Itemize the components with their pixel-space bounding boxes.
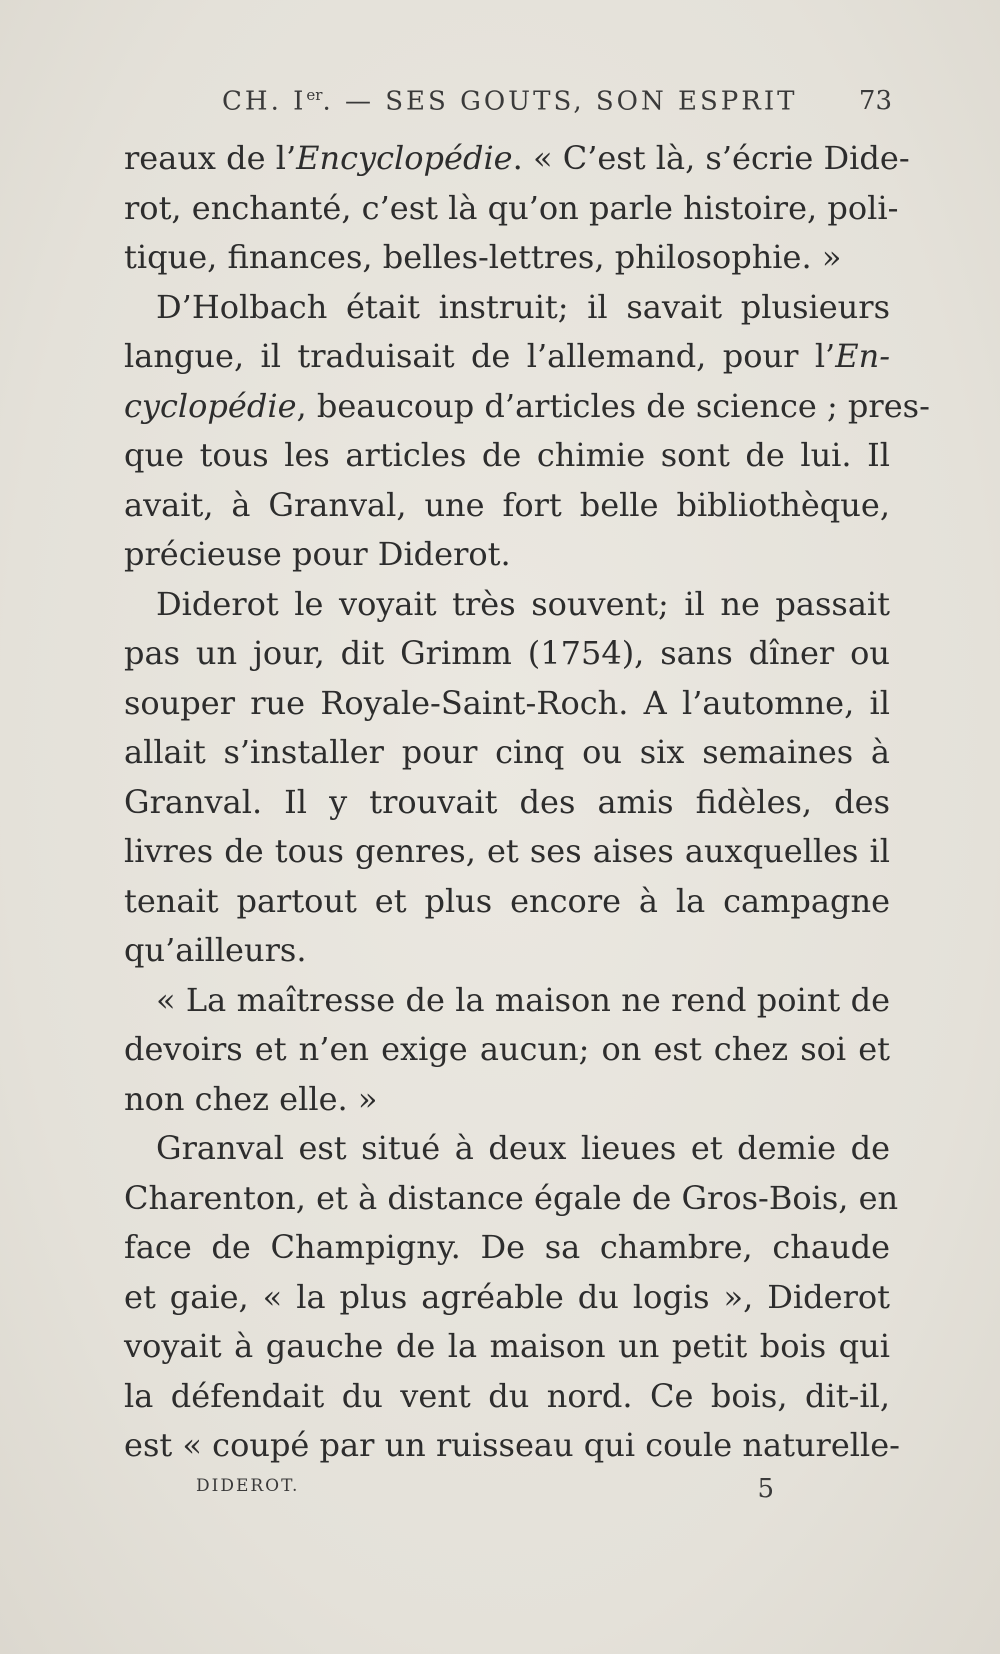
text-line: précieuse pour Diderot. [124,535,511,573]
text-line: Granval. Il y trouvait des amis fidèles, des [124,782,890,821]
italic-title: En- [835,337,890,375]
text-line: et gaie, « la plus agréable du logis », Diderot [124,1277,890,1316]
text-line: allait s’installer pour cinq ou six semaines à [124,733,890,771]
text-line: non chez elle. » [124,1079,378,1118]
text-line: que tous les articles de chimie sont de lui. Il [124,436,890,474]
text-line [124,332,890,382]
text-line: tenait partout et plus encore à la campagne [124,881,890,920]
text-line: « La maîtresse de la maison ne rend point de [156,980,890,1019]
text-line: face de Champigny. De sa chambre, chaude [124,1228,890,1266]
italic-title: cyclopédie [124,386,297,425]
running-head [128,86,892,126]
text-line: tique, finances, belles-lettres, philosophie. » [124,238,842,276]
chapter-heading-main: CH. I [222,86,307,117]
page-number: 73 [858,86,892,116]
text-line: livres de tous genres, et ses aises auxquelles il [124,832,890,870]
chapter-heading-superscript: er [306,86,323,104]
text-line: D’Holbach était instruit; il savait plusieurs [156,287,890,326]
text-fragment: reaux de l’ [124,139,297,177]
body-text [124,134,930,1471]
italic-title: Encyclopédie [296,139,513,177]
text-line: Granval est situé à deux lieues et demie de [156,1129,890,1167]
text-line: rot, enchanté, c’est là qu’on parle histoire, poli- [124,188,899,227]
text-line: qu’ailleurs. [124,931,307,969]
chapter-heading-rest: . — SES GOUTS, SON ESPRIT [322,86,798,117]
text-line: est « coupé par un ruisseau qui coule naturelle- [124,1426,900,1464]
text-fragment: langue, il traduisait de l’allemand, pour l’ [124,337,836,375]
text-line: devoirs et n’en exige aucun; on est chez soi et [124,1030,890,1068]
text-fragment: . « C’est là, s’écrie Dide- [512,139,910,177]
text-fragment: , beaucoup d’articles de science ; pres- [296,386,930,425]
signature-mark: DIDEROT. [196,1476,300,1496]
chapter-heading [222,86,797,117]
text-line [124,382,930,432]
text-line [124,134,910,184]
text-line: pas un jour, dit Grimm (1754), sans dîner ou [124,634,890,672]
text-line: voyait à gauche de la maison un petit bois qui [124,1327,890,1365]
text-line: Diderot le voyait très souvent; il ne passait [156,584,890,623]
text-line: Charenton, et à distance égale de Gros-Bois, en [124,1178,899,1217]
text-line: la défendait du vent du nord. Ce bois, dit-il, [124,1376,890,1415]
text-line: souper rue Royale-Saint-Roch. A l’automne, il [124,683,890,722]
gathering-number: 5 [757,1474,774,1504]
page-footer [196,1476,774,1516]
text-line: avait, à Granval, une fort belle bibliothèque, [124,485,890,524]
